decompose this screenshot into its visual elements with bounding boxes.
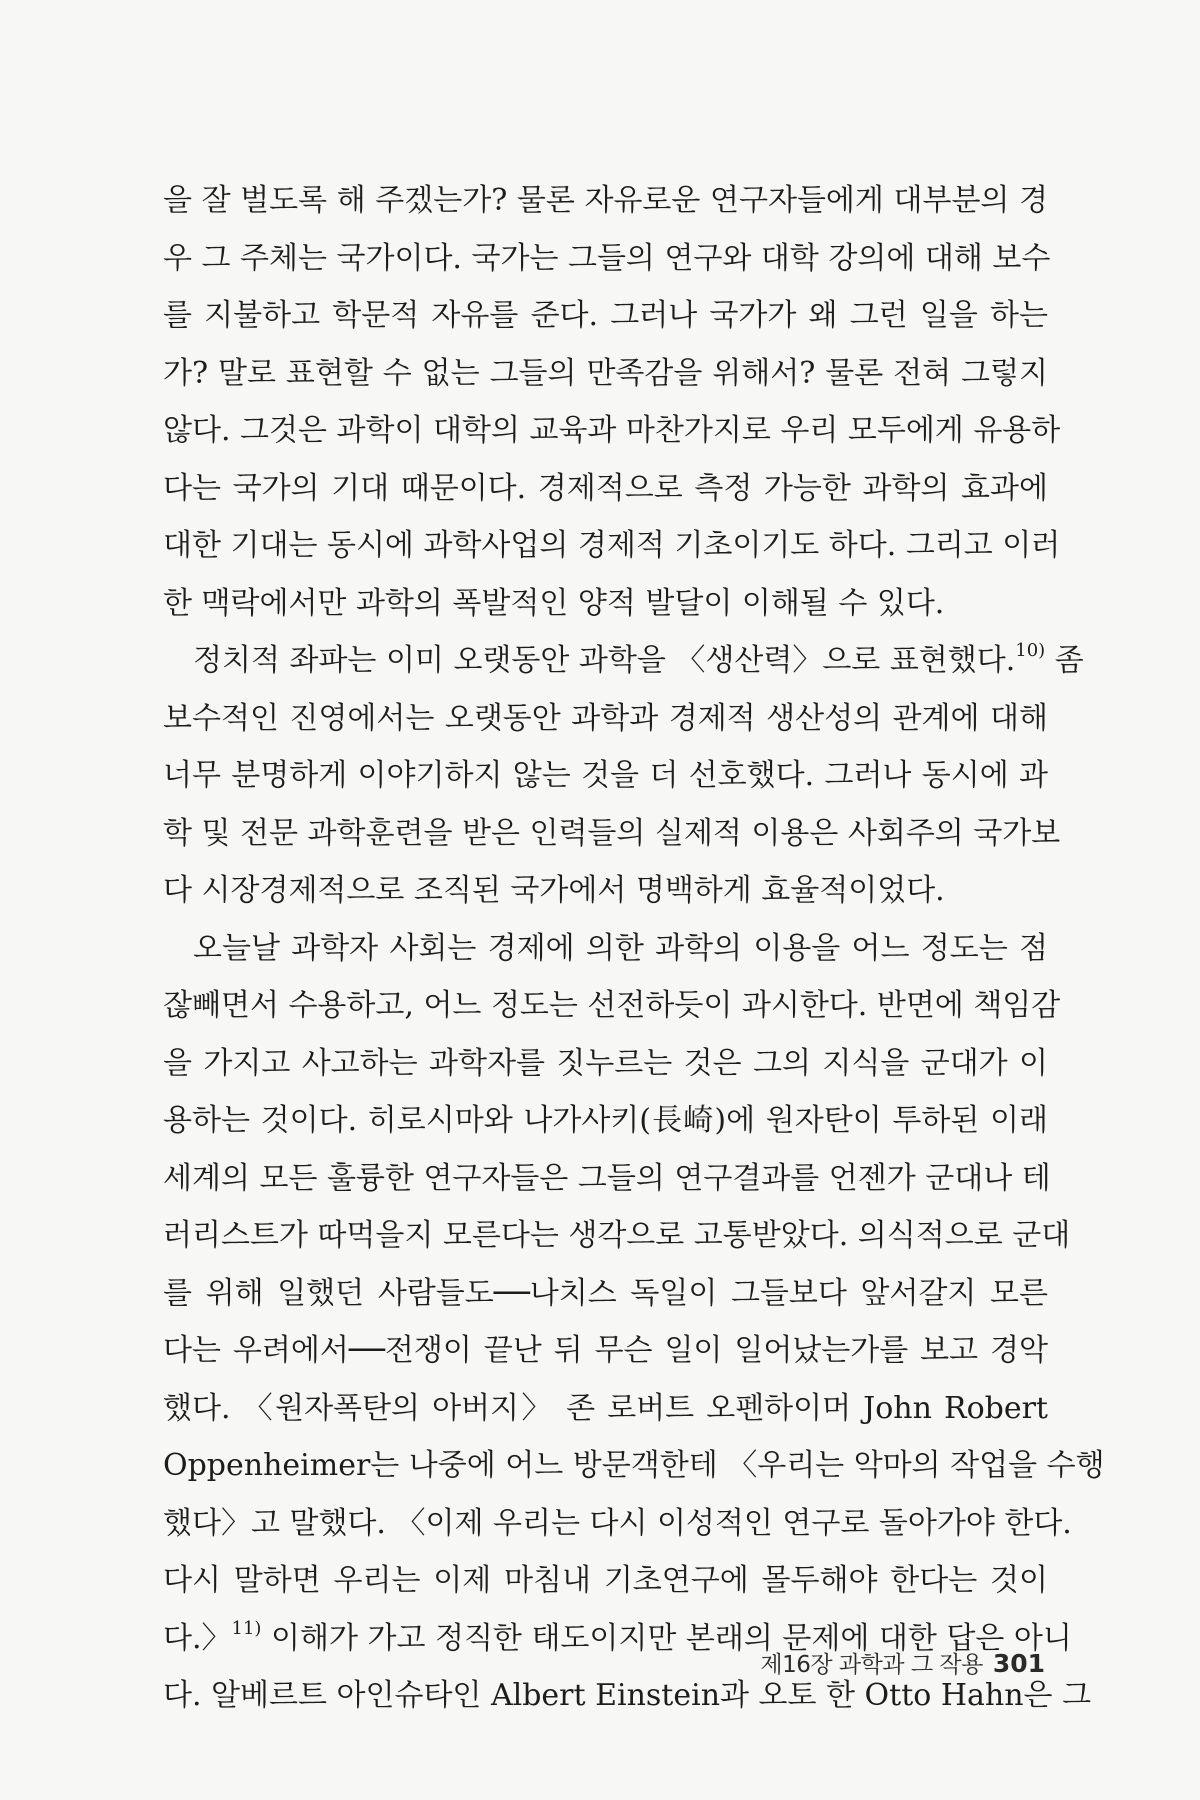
text-line: 보수적인 진영에서는 오랫동안 과학과 경제적 생산성의 관계에 대해: [163, 700, 1048, 736]
text-line: 다시 말하면 우리는 이제 마침내 기초연구에 몰두해야 한다는 것이: [163, 1563, 1048, 1598]
footnote-ref: 10): [1015, 640, 1046, 661]
text-line: 을 잘 벌도록 해 주겠는가? 물론 자유로운 연구자들에게 대부분의 경: [163, 183, 1048, 218]
footnote-ref: 11): [231, 1617, 262, 1639]
text-line: 가? 말로 표현할 수 없는 그들의 만족감을 위해서? 물론 전혀 그렇지: [163, 355, 1048, 391]
text-line: 를 지불하고 학문적 자유를 준다. 그러나 국가가 왜 그런 일을 하는: [163, 298, 1048, 333]
paragraph-2: [163, 632, 1084, 920]
text-line: 대한 기대는 동시에 과학사업의 경제적 기초이기도 하다. 그리고 이러: [163, 528, 1061, 563]
text-line: [163, 632, 1084, 690]
text-line: 다. 알베르트 아인슈타인 Albert Einstein과 오토 한 Otto Hahn은 그: [163, 1678, 1092, 1713]
text-line: 을 가지고 사고하는 과학자를 짓누르는 것은 그의 지식을 군대가 이: [163, 1045, 1048, 1081]
text-line: 다는 우려에서──전쟁이 끝난 뒤 무슨 일이 일어났는가를 보고 경악: [163, 1333, 1048, 1368]
text-line: 다 시장경제적으로 조직된 국가에서 명백하게 효율적이었다.: [163, 873, 945, 908]
text-line: 우 그 주체는 국가이다. 국가는 그들의 연구와 대학 강의에 대해 보수: [163, 240, 1051, 276]
body-text: [163, 172, 1105, 1725]
text-line: 학 및 전문 과학훈련을 받은 인력들의 실제적 이용은 사회주의 국가보: [163, 815, 1061, 851]
text-line: 용하는 것이다. 히로시마와 나가사키(長崎)에 원자탄이 투하된 이래: [163, 1103, 1048, 1138]
text-line: 했다. 〈원자폭탄의 아버지〉 존 로버트 오펜하이머 John Robert: [163, 1390, 1048, 1426]
page-footer: [760, 1646, 1045, 1679]
line-text: 좀: [1045, 643, 1084, 678]
paragraph-3: [163, 920, 1105, 1725]
text-line: 러리스트가 따먹을지 모른다는 생각으로 고통받았다. 의식적으로 군대: [163, 1218, 1071, 1253]
text-line: 오늘날 과학자 사회는 경제에 의한 과학의 이용을 어느 정도는 점: [193, 930, 1048, 966]
text-line: 너무 분명하게 이야기하지 않는 것을 더 선호했다. 그러나 동시에 과: [163, 758, 1048, 793]
text-line: 다는 국가의 기대 때문이다. 경제적으로 측정 가능한 과학의 효과에: [163, 470, 1048, 506]
text-line: 한 맥락에서만 과학의 폭발적인 양적 발달이 이해될 수 있다.: [163, 585, 945, 621]
text-line: 했다〉고 말했다. 〈이제 우리는 다시 이성적인 연구로 돌아가야 한다.: [163, 1505, 1072, 1541]
running-footer-chapter: 제16장 과학과 그 작용: [760, 1652, 983, 1678]
text-line: Oppenheimer는 나중에 어느 방문객한테 〈우리는 악마의 작업을 수행: [163, 1448, 1105, 1483]
page-number: 301: [992, 1649, 1045, 1678]
text-line: 잖빼면서 수용하고, 어느 정도는 선전하듯이 과시한다. 반면에 책임감: [163, 988, 1061, 1023]
line-text: 이해가 가고 정직한 태도이지만 본래의 문제에 대한 답은 아니: [261, 1620, 1072, 1656]
line-text: 정치적 좌파는 이미 오랫동안 과학을 〈생산력〉으로 표현했다.: [193, 643, 1016, 678]
text-line: 세계의 모든 훌륭한 연구자들은 그들의 연구결과를 언젠가 군대나 테: [163, 1160, 1051, 1196]
line-text: 다.〉: [163, 1620, 232, 1656]
text-line: 않다. 그것은 과학이 대학의 교육과 마찬가지로 우리 모두에게 유용하: [163, 413, 1061, 448]
text-line: 를 위해 일했던 사람들도──나치스 독일이 그들보다 앞서갈지 모른: [163, 1275, 1048, 1311]
paragraph-1: [163, 172, 1061, 632]
